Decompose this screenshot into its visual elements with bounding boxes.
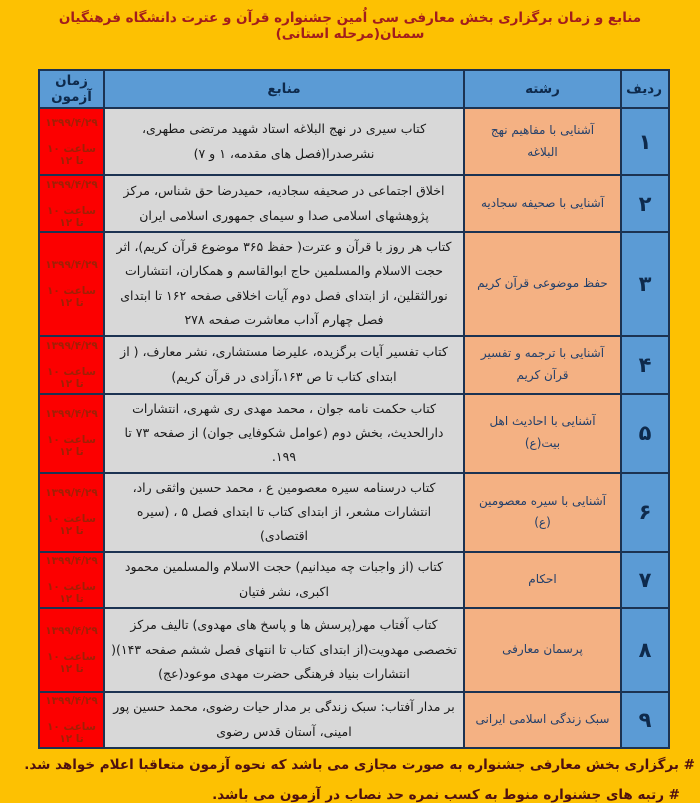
- table-row: [39, 552, 669, 608]
- footnote-virtual-exam: # برگزاری بخش معارفی جشنواره به صورت مجازی می باشد که نحوه آزمون متعاقبا اعلام خواهد شد.: [24, 756, 695, 773]
- exam-time-cell: [39, 608, 104, 692]
- exam-hours: ساعت ۱۰ تا ۱۲: [46, 513, 97, 538]
- field-cell: سبک زندگی اسلامی ایرانی: [464, 692, 621, 748]
- exam-time-cell: [39, 552, 104, 608]
- row-number-cell: ۳: [621, 232, 669, 336]
- footnote-rank-threshold: # رتبه های جشنواره منوط به کسب نمره حد نصاب در آزمون می باشد.: [212, 786, 680, 803]
- exam-hours: ساعت ۱۰ تا ۱۲: [46, 720, 97, 745]
- table-row: [39, 232, 669, 336]
- header-row-number: ردیف: [621, 70, 669, 108]
- source-cell: کتاب هر روز با قرآن و عترت( حفظ ۳۶۵ موضوع قرآن کریم)، اثر حجت الاسلام والمسلمین حاج ابوالقاسم و همکاران، انتشارات نورالثقلین، از ابتدای فصل دوم آیات اخلاقی صفحه ۱۶۲ تا ابتدای فصل چهارم آداب معاشرت صفحه ۲۷۸: [104, 232, 464, 336]
- source-cell: کتاب حکمت نامه جوان ، محمد مهدی ری شهری، انتشارات دارالحدیث، بخش دوم (عوامل شکوفایی جوان) از صفحه ۷۳ تا ۱۹۹.: [104, 394, 464, 473]
- field-cell: پرسمان معارفی: [464, 608, 621, 692]
- exam-date: ۱۳۹۹/۴/۲۹: [45, 178, 98, 191]
- table-row: [39, 175, 669, 232]
- table-row: [39, 394, 669, 473]
- field-cell: آشنایی با مفاهیم نهج البلاغه: [464, 108, 621, 175]
- source-cell: کتاب سیری در نهج البلاغه استاد شهید مرتضی مطهری، نشرصدرا(فصل های مقدمه، ۱ و ۷): [104, 108, 464, 175]
- header-field: رشته: [464, 70, 621, 108]
- field-cell: آشنایی با صحیفه سجادیه: [464, 175, 621, 232]
- field-cell: احکام: [464, 552, 621, 608]
- row-number-cell: ۸: [621, 608, 669, 692]
- field-cell: آشنایی با ترجمه و تفسیر قرآن کریم: [464, 336, 621, 394]
- table-row: [39, 692, 669, 748]
- exam-time-cell: [39, 692, 104, 748]
- row-number-cell: ۵: [621, 394, 669, 473]
- exam-hours: ساعت ۱۰ تا ۱۲: [46, 434, 97, 459]
- field-cell: آشنایی با احادیث اهل بیت(ع): [464, 394, 621, 473]
- exam-time-cell: [39, 336, 104, 394]
- header-sources: منابع: [104, 70, 464, 108]
- field-cell: آشنایی با سیره معصومین (ع): [464, 473, 621, 552]
- row-number-cell: ۲: [621, 175, 669, 232]
- table-row: [39, 473, 669, 552]
- exam-time-cell: [39, 108, 104, 175]
- row-number-cell: ۱: [621, 108, 669, 175]
- exam-date: ۱۳۹۹/۴/۲۹: [45, 339, 98, 352]
- exam-date: ۱۳۹۹/۴/۲۹: [45, 624, 98, 637]
- source-cell: کتاب درسنامه سیره معصومین ع ، محمد حسین واثقی راد، انتشارات مشعر، از ابتدای کتاب تا ابتدای فصل ۵ ، (سیره اقتصادی): [104, 473, 464, 552]
- source-cell: بر مدار آفتاب: سبک زندگی بر مدار حیات رضوی، محمد حسین پور امینی، آستان قدس رضوی: [104, 692, 464, 748]
- exam-time-cell: [39, 175, 104, 232]
- table-header-row: [39, 70, 669, 108]
- field-cell: حفظ موضوعی قرآن کریم: [464, 232, 621, 336]
- exam-date: ۱۳۹۹/۴/۲۹: [45, 487, 98, 500]
- exam-hours: ساعت ۱۰ تا ۱۲: [46, 284, 97, 309]
- table-row: [39, 608, 669, 692]
- footnotes: [8, 757, 695, 803]
- page-title: منابع و زمان برگزاری بخش معارفی سی اُمین جشنواره قرآن و عترت دانشگاه فرهنگیان سمنان(مرحله استانی): [58, 10, 642, 42]
- source-cell: کتاب آفتاب مهر(پرسش ها و پاسخ های مهدوی) تالیف مرکز تخصصی مهدویت(از ابتدای کتاب تا انتهای فصل ششم صفحه ۱۴۳)( انتشارات بنیاد فرهنگی حضرت مهدی موعود(عج): [104, 608, 464, 692]
- exam-date: ۱۳۹۹/۴/۲۹: [45, 116, 98, 129]
- exam-hours: ساعت ۱۰ تا ۱۲: [46, 365, 97, 390]
- sources-table: [38, 69, 670, 749]
- row-number-cell: ۴: [621, 336, 669, 394]
- source-cell: کتاب تفسیر آیات برگزیده، علیرضا مستشاری، نشر معارف، ( از ابتدای کتاب تا ص ۱۶۳،آزادی در قرآن کریم): [104, 336, 464, 394]
- source-cell: کتاب (از واجبات چه میدانیم) حجت الاسلام والمسلمین محمود اکبری، نشر فتیان: [104, 552, 464, 608]
- exam-date: ۱۳۹۹/۴/۲۹: [45, 408, 98, 421]
- exam-hours: ساعت ۱۰ تا ۱۲: [46, 650, 97, 675]
- exam-hours: ساعت ۱۰ تا ۱۲: [46, 142, 97, 167]
- row-number-cell: ۹: [621, 692, 669, 748]
- header-exam-time: زمان آزمون: [39, 70, 104, 108]
- exam-date: ۱۳۹۹/۴/۲۹: [45, 554, 98, 567]
- exam-date: ۱۳۹۹/۴/۲۹: [45, 694, 98, 707]
- exam-time-cell: [39, 473, 104, 552]
- table-row: [39, 336, 669, 394]
- row-number-cell: ۷: [621, 552, 669, 608]
- exam-time-cell: [39, 394, 104, 473]
- table-row: [39, 108, 669, 175]
- exam-time-cell: [39, 232, 104, 336]
- exam-hours: ساعت ۱۰ تا ۱۲: [46, 204, 97, 229]
- source-cell: اخلاق اجتماعی در صحیفه سجادیه، حمیدرضا حق شناس، مرکز پژوهشهای اسلامی صدا و سیمای جمهوری اسلامی ایران: [104, 175, 464, 232]
- exam-hours: ساعت ۱۰ تا ۱۲: [46, 580, 97, 605]
- exam-date: ۱۳۹۹/۴/۲۹: [45, 258, 98, 271]
- row-number-cell: ۶: [621, 473, 669, 552]
